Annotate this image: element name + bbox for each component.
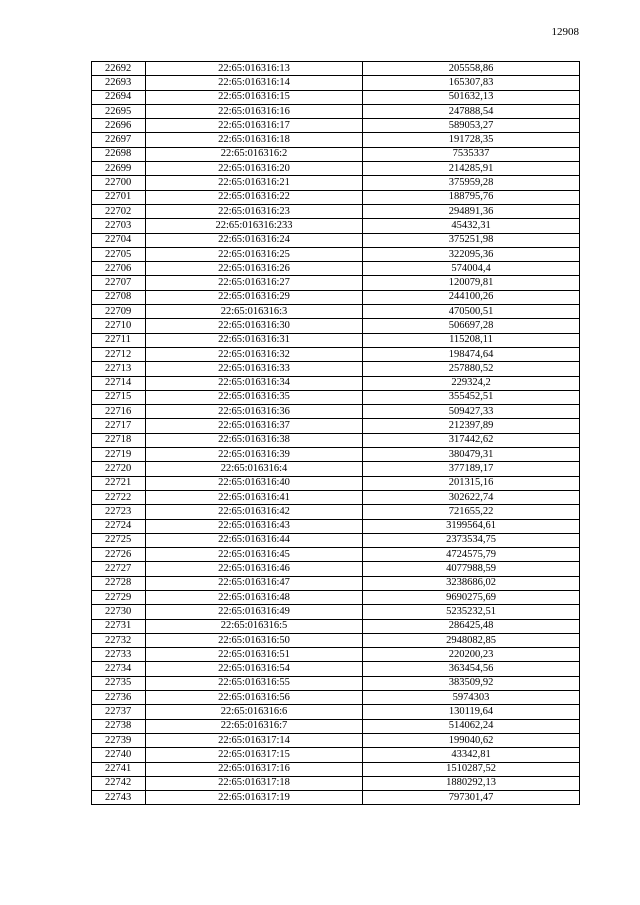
table-row — [92, 419, 580, 433]
table-row — [92, 376, 580, 390]
cadastral-number-cell: 22:65:016316:45 — [146, 548, 363, 562]
table-row — [92, 219, 580, 233]
value-cell: 3238686,02 — [363, 576, 580, 590]
row-number-cell: 22737 — [92, 705, 146, 719]
table-row — [92, 276, 580, 290]
row-number-cell: 22738 — [92, 719, 146, 733]
cadastral-number-cell: 22:65:016316:43 — [146, 519, 363, 533]
value-cell: 201315,16 — [363, 476, 580, 490]
cadastral-number-cell: 22:65:016316:38 — [146, 433, 363, 447]
cadastral-number-cell: 22:65:016316:26 — [146, 262, 363, 276]
cadastral-number-cell: 22:65:016316:56 — [146, 691, 363, 705]
cadastral-number-cell: 22:65:016316:16 — [146, 104, 363, 118]
row-number-cell: 22729 — [92, 590, 146, 604]
table-row — [92, 319, 580, 333]
value-cell: 1510287,52 — [363, 762, 580, 776]
value-cell: 205558,86 — [363, 62, 580, 76]
cadastral-number-cell: 22:65:016316:3 — [146, 305, 363, 319]
value-cell: 2948082,85 — [363, 633, 580, 647]
row-number-cell: 22702 — [92, 204, 146, 218]
table-row — [92, 176, 580, 190]
cadastral-number-cell: 22:65:016316:36 — [146, 405, 363, 419]
table-row — [92, 190, 580, 204]
value-cell: 322095,36 — [363, 247, 580, 261]
value-cell: 294891,36 — [363, 204, 580, 218]
row-number-cell: 22695 — [92, 104, 146, 118]
value-cell: 286425,48 — [363, 619, 580, 633]
cadastral-number-cell: 22:65:016316:39 — [146, 448, 363, 462]
table-row — [92, 76, 580, 90]
table-row — [92, 119, 580, 133]
table-row — [92, 405, 580, 419]
row-number-cell: 22707 — [92, 276, 146, 290]
value-cell: 380479,31 — [363, 448, 580, 462]
table-row — [92, 62, 580, 76]
table-row — [92, 233, 580, 247]
cadastral-number-cell: 22:65:016317:15 — [146, 748, 363, 762]
table-row — [92, 619, 580, 633]
row-number-cell: 22701 — [92, 190, 146, 204]
value-cell: 9690275,69 — [363, 590, 580, 604]
cadastral-number-cell: 22:65:016316:37 — [146, 419, 363, 433]
value-cell: 383509,92 — [363, 676, 580, 690]
table-row — [92, 290, 580, 304]
cadastral-number-cell: 22:65:016316:6 — [146, 705, 363, 719]
cadastral-number-cell: 22:65:016316:24 — [146, 233, 363, 247]
cadastral-number-cell: 22:65:016316:40 — [146, 476, 363, 490]
table-body — [92, 62, 580, 805]
table-row — [92, 362, 580, 376]
cadastral-number-cell: 22:65:016316:55 — [146, 676, 363, 690]
table-row — [92, 505, 580, 519]
value-cell: 721655,22 — [363, 505, 580, 519]
cadastral-number-cell: 22:65:016316:49 — [146, 605, 363, 619]
table-row — [92, 262, 580, 276]
row-number-cell: 22727 — [92, 562, 146, 576]
value-cell: 1880292,13 — [363, 776, 580, 790]
row-number-cell: 22717 — [92, 419, 146, 433]
row-number-cell: 22700 — [92, 176, 146, 190]
cadastral-number-cell: 22:65:016317:19 — [146, 791, 363, 805]
table-row — [92, 347, 580, 361]
row-number-cell: 22705 — [92, 247, 146, 261]
row-number-cell: 22697 — [92, 133, 146, 147]
value-cell: 509427,33 — [363, 405, 580, 419]
value-cell: 130119,64 — [363, 705, 580, 719]
table-row — [92, 462, 580, 476]
row-number-cell: 22692 — [92, 62, 146, 76]
value-cell: 4724575,79 — [363, 548, 580, 562]
cadastral-number-cell: 22:65:016316:50 — [146, 633, 363, 647]
table-row — [92, 648, 580, 662]
value-cell: 212397,89 — [363, 419, 580, 433]
cadastral-number-cell: 22:65:016316:48 — [146, 590, 363, 604]
row-number-cell: 22725 — [92, 533, 146, 547]
table-row — [92, 133, 580, 147]
table-row — [92, 305, 580, 319]
data-table — [91, 61, 580, 805]
value-cell: 501632,13 — [363, 90, 580, 104]
row-number-cell: 22728 — [92, 576, 146, 590]
row-number-cell: 22724 — [92, 519, 146, 533]
cadastral-number-cell: 22:65:016317:16 — [146, 762, 363, 776]
table-row — [92, 705, 580, 719]
cadastral-number-cell: 22:65:016317:14 — [146, 733, 363, 747]
table-row — [92, 90, 580, 104]
row-number-cell: 22721 — [92, 476, 146, 490]
table-row — [92, 633, 580, 647]
value-cell: 115208,11 — [363, 333, 580, 347]
value-cell: 4077988,59 — [363, 562, 580, 576]
cadastral-number-cell: 22:65:016316:15 — [146, 90, 363, 104]
cadastral-number-cell: 22:65:016316:233 — [146, 219, 363, 233]
value-cell: 514062,24 — [363, 719, 580, 733]
value-cell: 120079,81 — [363, 276, 580, 290]
value-cell: 574004,4 — [363, 262, 580, 276]
table-row — [92, 390, 580, 404]
value-cell: 3199564,61 — [363, 519, 580, 533]
row-number-cell: 22715 — [92, 390, 146, 404]
value-cell: 375959,28 — [363, 176, 580, 190]
table-row — [92, 776, 580, 790]
table-row — [92, 247, 580, 261]
value-cell: 220200,23 — [363, 648, 580, 662]
table-row — [92, 519, 580, 533]
row-number-cell: 22732 — [92, 633, 146, 647]
row-number-cell: 22740 — [92, 748, 146, 762]
cadastral-number-cell: 22:65:016316:21 — [146, 176, 363, 190]
row-number-cell: 22711 — [92, 333, 146, 347]
cadastral-number-cell: 22:65:016316:46 — [146, 562, 363, 576]
value-cell: 7535337 — [363, 147, 580, 161]
cadastral-number-cell: 22:65:016316:44 — [146, 533, 363, 547]
value-cell: 191728,35 — [363, 133, 580, 147]
cadastral-number-cell: 22:65:016316:54 — [146, 662, 363, 676]
value-cell: 214285,91 — [363, 162, 580, 176]
row-number-cell: 22699 — [92, 162, 146, 176]
table-row — [92, 104, 580, 118]
table-row — [92, 562, 580, 576]
cadastral-number-cell: 22:65:016316:5 — [146, 619, 363, 633]
cadastral-number-cell: 22:65:016316:32 — [146, 347, 363, 361]
row-number-cell: 22739 — [92, 733, 146, 747]
value-cell: 198474,64 — [363, 347, 580, 361]
value-cell: 229324,2 — [363, 376, 580, 390]
row-number-cell: 22731 — [92, 619, 146, 633]
value-cell: 375251,98 — [363, 233, 580, 247]
cadastral-number-cell: 22:65:016316:13 — [146, 62, 363, 76]
row-number-cell: 22735 — [92, 676, 146, 690]
cadastral-number-cell: 22:65:016316:47 — [146, 576, 363, 590]
row-number-cell: 22708 — [92, 290, 146, 304]
table-row — [92, 605, 580, 619]
cadastral-number-cell: 22:65:016316:14 — [146, 76, 363, 90]
row-number-cell: 22741 — [92, 762, 146, 776]
row-number-cell: 22713 — [92, 362, 146, 376]
table-row — [92, 748, 580, 762]
table-row — [92, 533, 580, 547]
table-row — [92, 576, 580, 590]
value-cell: 5974303 — [363, 691, 580, 705]
cadastral-number-cell: 22:65:016316:2 — [146, 147, 363, 161]
cadastral-number-cell: 22:65:016316:17 — [146, 119, 363, 133]
cadastral-number-cell: 22:65:016316:33 — [146, 362, 363, 376]
cadastral-number-cell: 22:65:016316:35 — [146, 390, 363, 404]
row-number-cell: 22723 — [92, 505, 146, 519]
cadastral-number-cell: 22:65:016316:18 — [146, 133, 363, 147]
cadastral-number-cell: 22:65:016316:20 — [146, 162, 363, 176]
cadastral-number-cell: 22:65:016316:22 — [146, 190, 363, 204]
page-number: 12908 — [551, 26, 579, 38]
table-row — [92, 333, 580, 347]
table-row — [92, 791, 580, 805]
value-cell: 506697,28 — [363, 319, 580, 333]
row-number-cell: 22712 — [92, 347, 146, 361]
row-number-cell: 22743 — [92, 791, 146, 805]
row-number-cell: 22704 — [92, 233, 146, 247]
cadastral-number-cell: 22:65:016316:31 — [146, 333, 363, 347]
table-row — [92, 490, 580, 504]
table-row — [92, 548, 580, 562]
value-cell: 363454,56 — [363, 662, 580, 676]
value-cell: 589053,27 — [363, 119, 580, 133]
value-cell: 302622,74 — [363, 490, 580, 504]
row-number-cell: 22722 — [92, 490, 146, 504]
table-row — [92, 691, 580, 705]
row-number-cell: 22736 — [92, 691, 146, 705]
cadastral-number-cell: 22:65:016316:30 — [146, 319, 363, 333]
row-number-cell: 22714 — [92, 376, 146, 390]
table-row — [92, 590, 580, 604]
cadastral-number-cell: 22:65:016316:25 — [146, 247, 363, 261]
value-cell: 797301,47 — [363, 791, 580, 805]
value-cell: 377189,17 — [363, 462, 580, 476]
value-cell: 247888,54 — [363, 104, 580, 118]
table-row — [92, 448, 580, 462]
table-row — [92, 162, 580, 176]
row-number-cell: 22703 — [92, 219, 146, 233]
value-cell: 317442,62 — [363, 433, 580, 447]
value-cell: 5235232,51 — [363, 605, 580, 619]
row-number-cell: 22698 — [92, 147, 146, 161]
value-cell: 188795,76 — [363, 190, 580, 204]
value-cell: 45432,31 — [363, 219, 580, 233]
row-number-cell: 22693 — [92, 76, 146, 90]
cadastral-number-cell: 22:65:016316:29 — [146, 290, 363, 304]
cadastral-number-cell: 22:65:016316:27 — [146, 276, 363, 290]
table-row — [92, 204, 580, 218]
row-number-cell: 22719 — [92, 448, 146, 462]
table-row — [92, 662, 580, 676]
value-cell: 43342,81 — [363, 748, 580, 762]
row-number-cell: 22742 — [92, 776, 146, 790]
value-cell: 470500,51 — [363, 305, 580, 319]
cadastral-number-cell: 22:65:016316:23 — [146, 204, 363, 218]
row-number-cell: 22734 — [92, 662, 146, 676]
row-number-cell: 22694 — [92, 90, 146, 104]
row-number-cell: 22718 — [92, 433, 146, 447]
cadastral-number-cell: 22:65:016316:34 — [146, 376, 363, 390]
table-row — [92, 762, 580, 776]
cadastral-number-cell: 22:65:016317:18 — [146, 776, 363, 790]
value-cell: 2373534,75 — [363, 533, 580, 547]
table-row — [92, 733, 580, 747]
cadastral-number-cell: 22:65:016316:7 — [146, 719, 363, 733]
row-number-cell: 22733 — [92, 648, 146, 662]
value-cell: 244100,26 — [363, 290, 580, 304]
row-number-cell: 22706 — [92, 262, 146, 276]
row-number-cell: 22710 — [92, 319, 146, 333]
value-cell: 355452,51 — [363, 390, 580, 404]
table-row — [92, 676, 580, 690]
row-number-cell: 22720 — [92, 462, 146, 476]
value-cell: 257880,52 — [363, 362, 580, 376]
row-number-cell: 22696 — [92, 119, 146, 133]
cadastral-number-cell: 22:65:016316:51 — [146, 648, 363, 662]
value-cell: 199040,62 — [363, 733, 580, 747]
table-row — [92, 433, 580, 447]
value-cell: 165307,83 — [363, 76, 580, 90]
row-number-cell: 22716 — [92, 405, 146, 419]
table-row — [92, 719, 580, 733]
table-row — [92, 147, 580, 161]
table-row — [92, 476, 580, 490]
cadastral-number-cell: 22:65:016316:41 — [146, 490, 363, 504]
cadastral-number-cell: 22:65:016316:42 — [146, 505, 363, 519]
row-number-cell: 22730 — [92, 605, 146, 619]
row-number-cell: 22726 — [92, 548, 146, 562]
cadastral-number-cell: 22:65:016316:4 — [146, 462, 363, 476]
row-number-cell: 22709 — [92, 305, 146, 319]
